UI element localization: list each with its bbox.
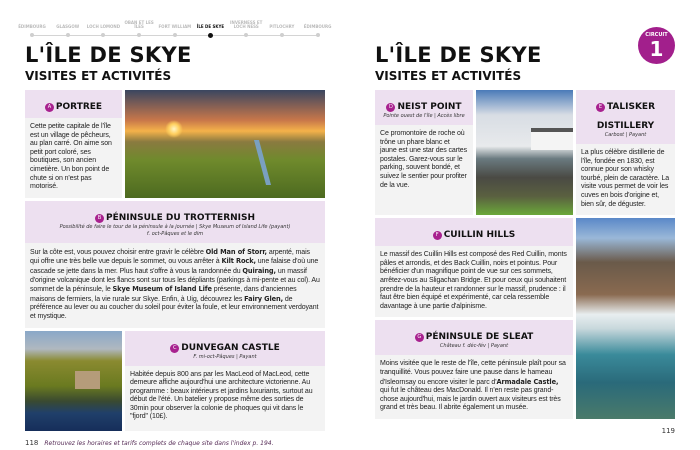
- site-sleat: [375, 320, 573, 419]
- circuit-number: 1: [649, 37, 664, 61]
- left-page-content: [25, 90, 325, 447]
- site-name: DUNVEGAN CASTLE: [181, 342, 280, 353]
- timeline-stop-label: ÎLE DE SKYE: [196, 24, 225, 30]
- timeline-dot: [173, 33, 177, 37]
- timeline-stop-label: ÉDIMBOURG: [18, 24, 46, 30]
- timeline-dot: [66, 33, 70, 37]
- page-subtitle-right: VISITES ET ACTIVITÉS: [375, 69, 522, 83]
- site-info: Pointe ouest de l'île | Accès libre: [383, 113, 465, 119]
- site-letter-badge: E: [596, 103, 605, 112]
- timeline-stop: [158, 16, 192, 37]
- site-info: Château f. déc-fév | Payant: [439, 343, 509, 350]
- timeline-dot: [30, 33, 34, 37]
- site-description: La plus célèbre distillerie de l'île, fondée en 1830, est connue pour son whisky tourbé, plein de caractère. La visite vous permet de voir les cuves en bois d'origine et, bien sûr, de déguster.: [581, 149, 670, 208]
- site-letter-badge: A: [45, 103, 54, 112]
- text-run: présente, dans d'anciennes maisons de fermiers, la vie rurale sur Skye. Enfin, à Uig, découvrez les: [30, 286, 297, 303]
- timeline-dot: [137, 33, 141, 37]
- site-description: [375, 355, 573, 419]
- timeline-stop: [301, 16, 335, 37]
- timeline-stop-label: ÉDIMBOURG: [303, 24, 332, 30]
- timeline-stop: [15, 16, 49, 37]
- timeline-stop: [51, 16, 85, 37]
- site-description: Habitée depuis 800 ans par les MacLeod of MacLeod, cette demeure affiche aujourd'hui une architecture victorienne. Au programme : beaux intérieurs et jardins luxuriants, surtout au début de l'été. Un batelier y propose même des sorties de 30min pour observer la colonie de phoques qui vit dans le "fjord" (10£).: [130, 370, 313, 421]
- site-cuillin-hills: [375, 218, 573, 317]
- site-description: Ce promontoire de roche où trône un phare blanc et jaune est une star des cartes postales. Garez-vous sur le parking, souvent bondé, et suivez le sentier pour profiter de la vue.: [380, 130, 467, 189]
- timeline-stop-label: INVERNESS ET LOCH NESS: [230, 19, 263, 30]
- page-footer-right: [375, 427, 675, 435]
- text-run: Moins visitée que le reste de l'île, cette péninsule plaît pour sa tranquillité. Vous pouvez faire une pause dans le hameau d'Isleornsay ou encore visiter le parc d': [380, 360, 566, 386]
- right-page-content: [375, 90, 675, 435]
- text-run: de préférence au lever ou au coucher du soleil pour éviter la foule, et leur environnement verdoyant et mystique.: [30, 295, 319, 320]
- site-name: TALISKER DISTILLERY: [596, 102, 656, 131]
- text-run: Kilt Rock,: [221, 257, 256, 266]
- site-description: [25, 243, 325, 328]
- page-subtitle-left: VISITES ET ACTIVITÉS: [25, 69, 172, 83]
- cuillin-waterfall-photo: [576, 218, 675, 419]
- dunvegan-castle-photo: [25, 331, 122, 431]
- timeline-dot: [244, 33, 248, 37]
- circuit-badge: [638, 27, 675, 64]
- text-run: Armadale Castle,: [496, 377, 559, 386]
- site-talisker: [576, 90, 675, 215]
- text-run: un massif d'origine volcanique dont les flancs sont sur tous les dépliants (parkings à mi-pente et au col). Au sommet de la péninsule, le: [30, 267, 320, 294]
- timeline-stop-label: PITLOCHRY: [269, 24, 295, 30]
- site-name: CUILLIN HILLS: [443, 230, 516, 241]
- timeline-dot: [208, 33, 213, 38]
- site-name: PÉNINSULE DE SLEAT: [425, 332, 534, 343]
- timeline-dot: [101, 33, 105, 37]
- timeline-stop-label: FORT WILLIAM: [158, 24, 192, 30]
- neist-point-photo: [476, 90, 573, 215]
- site-name: PÉNINSULE DU TROTTERNISH: [105, 212, 256, 223]
- timeline-stop-label: LOCH LOMOND: [86, 24, 121, 30]
- site-info: F. mi-oct-Pâques | Payant: [193, 353, 257, 360]
- page-number-left: 118: [25, 438, 39, 447]
- text-run: Quiraing,: [242, 266, 276, 275]
- timeline-stop-label: OBAN ET LES ÎLES: [124, 19, 154, 30]
- timeline-stop: [86, 16, 120, 37]
- site-name: NEIST POINT: [397, 102, 462, 112]
- site-letter-badge: C: [170, 344, 179, 353]
- text-run: Sur la côte est, vous pouvez choisir entre gravir le célèbre: [30, 248, 206, 256]
- site-hours: f. oct-Pâques et le dim: [146, 230, 204, 237]
- footnote: Retrouvez les horaires et tarifs complets de chaque site dans l'index p. 194.: [44, 439, 274, 447]
- site-letter-badge: F: [433, 231, 442, 240]
- site-neist-point: [375, 90, 473, 215]
- text-run: Skye Museum of Island Life: [112, 285, 212, 294]
- page-footer-left: [25, 439, 325, 447]
- site-info: Possibilité de faire le tour de la péninsule à la journée | Skye Museum of Island Life (payant): [59, 223, 291, 230]
- text-run: arpenté, mais qui offre une très belle vue depuis le sommet, ou vous arrêter à: [30, 248, 310, 266]
- site-description: Le massif des Cuillin Hills est composé des Red Cuillin, monts pâles et arrondis, et des Back Cuillin, noirs et pointus. Pour bénéficier d'un magnifique point de vue sur ces sommets, arrêtez-vous au Sligachan Bridge. Et pour ceux qui souhaitent prendre de la hauteur et randonner sur le massif, prudence : il faut être bien équipé et expérimenté, car cela ressemble davantage à une partie d'alpinisme.: [380, 251, 567, 310]
- site-portree: [25, 90, 122, 198]
- site-info: Carbost | Payant: [604, 132, 647, 138]
- text-run: Fairy Glen,: [244, 294, 283, 303]
- timeline-stop: [122, 16, 156, 37]
- circuit-label: CIRCUIT: [645, 32, 668, 38]
- site-letter-badge: G: [415, 333, 424, 342]
- page-title-right: L'ÎLE DE SKYE: [375, 43, 542, 67]
- text-run: Old Man of Storr,: [205, 247, 267, 256]
- timeline-stop: [229, 16, 263, 37]
- timeline-stop: [194, 16, 228, 38]
- site-description: Cette petite capitale de l'île est un village de pêcheurs, au plan carré. On aime son petit port coloré, ses boutiques, son ancien cimetière. Un bon point de chute si on n'est pas motorisé.: [30, 123, 112, 191]
- site-letter-badge: D: [386, 103, 395, 112]
- timeline-stop: [265, 16, 299, 37]
- timeline-dot: [280, 33, 284, 37]
- portree-landscape-photo: [125, 90, 325, 198]
- page-title-left: L'ÎLE DE SKYE: [25, 43, 192, 67]
- site-letter-badge: B: [95, 214, 104, 223]
- text-run: une falaise d'où une cascade se jette dans la mer. Plus haut s'offre à vous la randonnée du: [30, 258, 319, 275]
- circuit-timeline: [10, 16, 340, 40]
- timeline-dot: [316, 33, 320, 37]
- site-dunvegan: [125, 331, 325, 431]
- site-name: PORTREE: [55, 102, 103, 112]
- timeline-stop-label: GLASGOW: [56, 24, 80, 30]
- text-run: qui fut le château des MacDonald. Il n'en reste pas grand-chose aujourd'hui, mais le jardin ouvert aux visiteurs est très grand et très beau. Il abrite également un musée.: [380, 387, 561, 412]
- page-number-right: 119: [661, 426, 675, 435]
- site-trotternish: [25, 201, 325, 328]
